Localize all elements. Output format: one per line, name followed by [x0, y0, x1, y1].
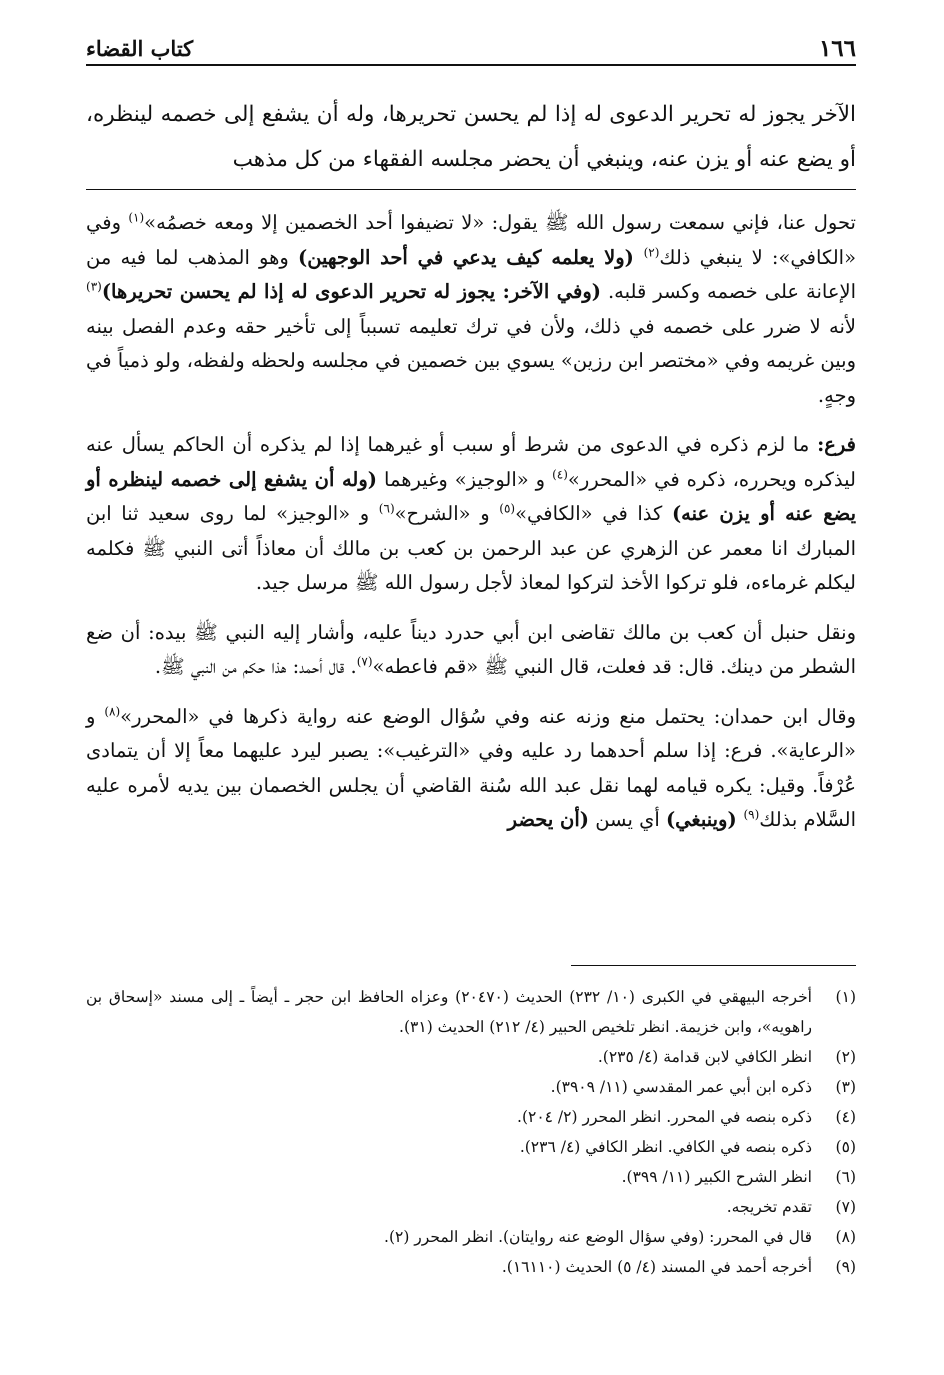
footnote-ref-8[interactable]: (٨)	[104, 704, 121, 718]
footnote	[86, 982, 856, 1042]
footnote-text: انظر الكافي لابن قدامة (٤/ ٢٣٥).	[597, 1048, 812, 1066]
text-run: لأنه لا ضرر على خصمه في ذلك، ولأن في ترك تعليمه تسبباً إلى تأخير حقه وعدم الفصل بينه وبين غريمه وفي «مختصر ابن رزين» يسوي بين خصمين في مجلسه ولحظه ولفظه، ولو ذمياً في وجهٍ.	[86, 314, 856, 407]
matn-quote: (أن يحضر	[507, 808, 589, 831]
footnote-number: (٩)	[835, 1258, 856, 1276]
footnote	[86, 1222, 856, 1252]
text-run: وفي «الكافي»: لا ينبغي ذلك	[86, 211, 857, 269]
footnote-number: (٤)	[835, 1108, 856, 1126]
text-run: . قال أحمد: هذا حكم من النبي ﷺ.	[154, 655, 357, 678]
footnote-number: (٨)	[835, 1228, 856, 1246]
text-run: و «الوجيز» وغيرهما	[377, 467, 553, 491]
footnote	[86, 1132, 856, 1162]
footnote-ref-4[interactable]: (٤)	[552, 467, 568, 481]
footnote-text: انظر الشرح الكبير (١١/ ٣٩٩).	[621, 1168, 812, 1186]
footnote-ref-5[interactable]: (٥)	[499, 501, 516, 516]
text-run: و «الوجيز» لما روى سعيد ثنا ابن المبارك انا معمر عن الزهري عن عبد الرحمن بن كعب بن مالك أن معاذاً أتى النبي ﷺ فكلمه ليكلم غرماءه، فلو تركوا الأخذ لتركوا لمعاذ لأجل رسول الله ﷺ مرسل جيد.	[86, 502, 856, 594]
text-run: ما لزم ذكره في الدعوى من شرط أو سبب أو غيرهما إذا لم يذكره أن الحاكم يسأل عنه ليذكره ويحرره، ذكره في «المحرر»	[86, 433, 856, 491]
footnote-ref-1[interactable]: (١)	[128, 210, 145, 225]
text-run: ونقل حنبل أن كعب بن مالك تقاضى ابن أبي حدرد ديناً عليه، وأشار إليه النبي ﷺ بيده: أن ضع الشطر من دينك. قال: قد فعلت، قال النبي ﷺ «قم فاعطه»	[86, 620, 856, 678]
text-run: تحول عنا، فإني سمعت رسول الله ﷺ يقول: «لا تضيفوا أحد الخصمين إلا ومعه خصمُه»	[144, 211, 856, 234]
page-number: ١٦٦	[818, 35, 856, 62]
text-run: كذا في «الكافي»	[515, 502, 672, 525]
commentary-paragraph-3	[86, 616, 856, 685]
commentary-paragraph-2	[86, 428, 856, 601]
footnote-text: ذكره بنصه في الكافي. انظر الكافي (٤/ ٢٣٦).	[519, 1138, 812, 1156]
footnote-number: (٢)	[835, 1048, 856, 1066]
commentary-paragraph-1	[86, 206, 856, 413]
footnote-ref-9[interactable]: (٩)	[743, 807, 760, 822]
footnote-number: (٧)	[835, 1198, 856, 1216]
matn-quote: (وله أن يشفع إلى خصمه لينظره أو يضع عنه أو يزن عنه)	[86, 467, 857, 525]
matn-quote: (وفي الآخر: يجوز له تحرير الدعوى له إذا لم يحسن تحريرها)	[101, 280, 601, 303]
text-run: أي يسن	[589, 808, 666, 831]
footnote	[86, 1102, 856, 1132]
footnote-text: أخرجه أحمد في المسند (٤/ ٥) الحديث (١٦١١٠).	[501, 1258, 812, 1276]
footnote-text: ذكره ابن أبي عمر المقدسي (١١/ ٣٩٠٩).	[550, 1078, 812, 1096]
footnote-text: أخرجه البيهقي في الكبرى (١٠/ ٢٣٢) الحديث (٢٠٤٧٠) وعزاه الحافظ ابن حجر ـ أيضاً ـ إلى مسند «إسحاق بن راهويه»، وابن خزيمة. انظر تلخيص الحبير (٤/ ٢١٢) الحديث (٣١).	[86, 988, 812, 1036]
text-run: و «الشرح»	[394, 502, 500, 525]
footnote	[86, 1042, 856, 1072]
main-text-divider	[86, 189, 856, 190]
matn-quote: (وينبغي)	[665, 808, 744, 831]
footnote-number: (٦)	[835, 1168, 856, 1186]
text-run: وقال ابن حمدان: يحتمل منع وزنه عنه وفي سُؤال الوضع عنه رواية ذكرها في «المحرر»	[120, 704, 856, 728]
footnote-ref-7[interactable]: (٧)	[356, 654, 373, 669]
footnote-ref-6[interactable]: (٦)	[378, 501, 395, 516]
footnote-text: قال في المحرر: (وفي سؤال الوضع عنه روايتان). انظر المحرر (٢).	[384, 1228, 812, 1246]
footnote-number: (١)	[835, 988, 856, 1006]
commentary-paragraph-4	[86, 700, 856, 838]
text-run: و «الرعاية». فرع: إذا سلم أحدهما رد عليه وفي «الترغيب»: يصبر ليرد عليهما معاً إلا أن يتمادى عُرْفاً. وقيل: يكره قيامه لهما نقل عبد الله سُنة القاضي أن يجلس الخصمان بين يديه لأمره عليه السَّلام بذلك	[86, 704, 856, 831]
running-head	[86, 30, 856, 66]
matn-quote: (ولا يعلمه كيف يدعي في أحد الوجهين)	[297, 245, 644, 269]
footnotes-divider	[571, 965, 856, 966]
footnote-number: (٥)	[835, 1138, 856, 1156]
commentary	[86, 206, 856, 853]
footnote-ref-3[interactable]: (٣)	[86, 279, 102, 294]
section-label: فرع:	[817, 433, 856, 456]
footnote-number: (٣)	[835, 1078, 856, 1096]
chapter-title: كتاب القضاء	[86, 36, 194, 61]
main-text: الآخر يجوز له تحرير الدعوى له إذا لم يحسن تحريرها، وله أن يشفع إلى خصمه لينظره، أو يضع عنه أو يزن عنه، وينبغي أن يحضر مجلسه الفقهاء من كل مذهب	[86, 102, 856, 172]
footnote-text: تقدم تخريجه.	[726, 1198, 812, 1216]
footnote-text: ذكره بنصه في المحرر. انظر المحرر (٢/ ٢٠٤).	[517, 1108, 812, 1126]
footnote-ref-2[interactable]: (٢)	[643, 245, 660, 259]
footnotes-list	[86, 982, 856, 1282]
text-run: وهو المذهب لما فيه من الإعانة على خصمه وكسر قلبه.	[86, 245, 856, 303]
footnote	[86, 1072, 856, 1102]
footnote	[86, 1192, 856, 1222]
footnote	[86, 1162, 856, 1192]
footnote	[86, 1252, 856, 1282]
